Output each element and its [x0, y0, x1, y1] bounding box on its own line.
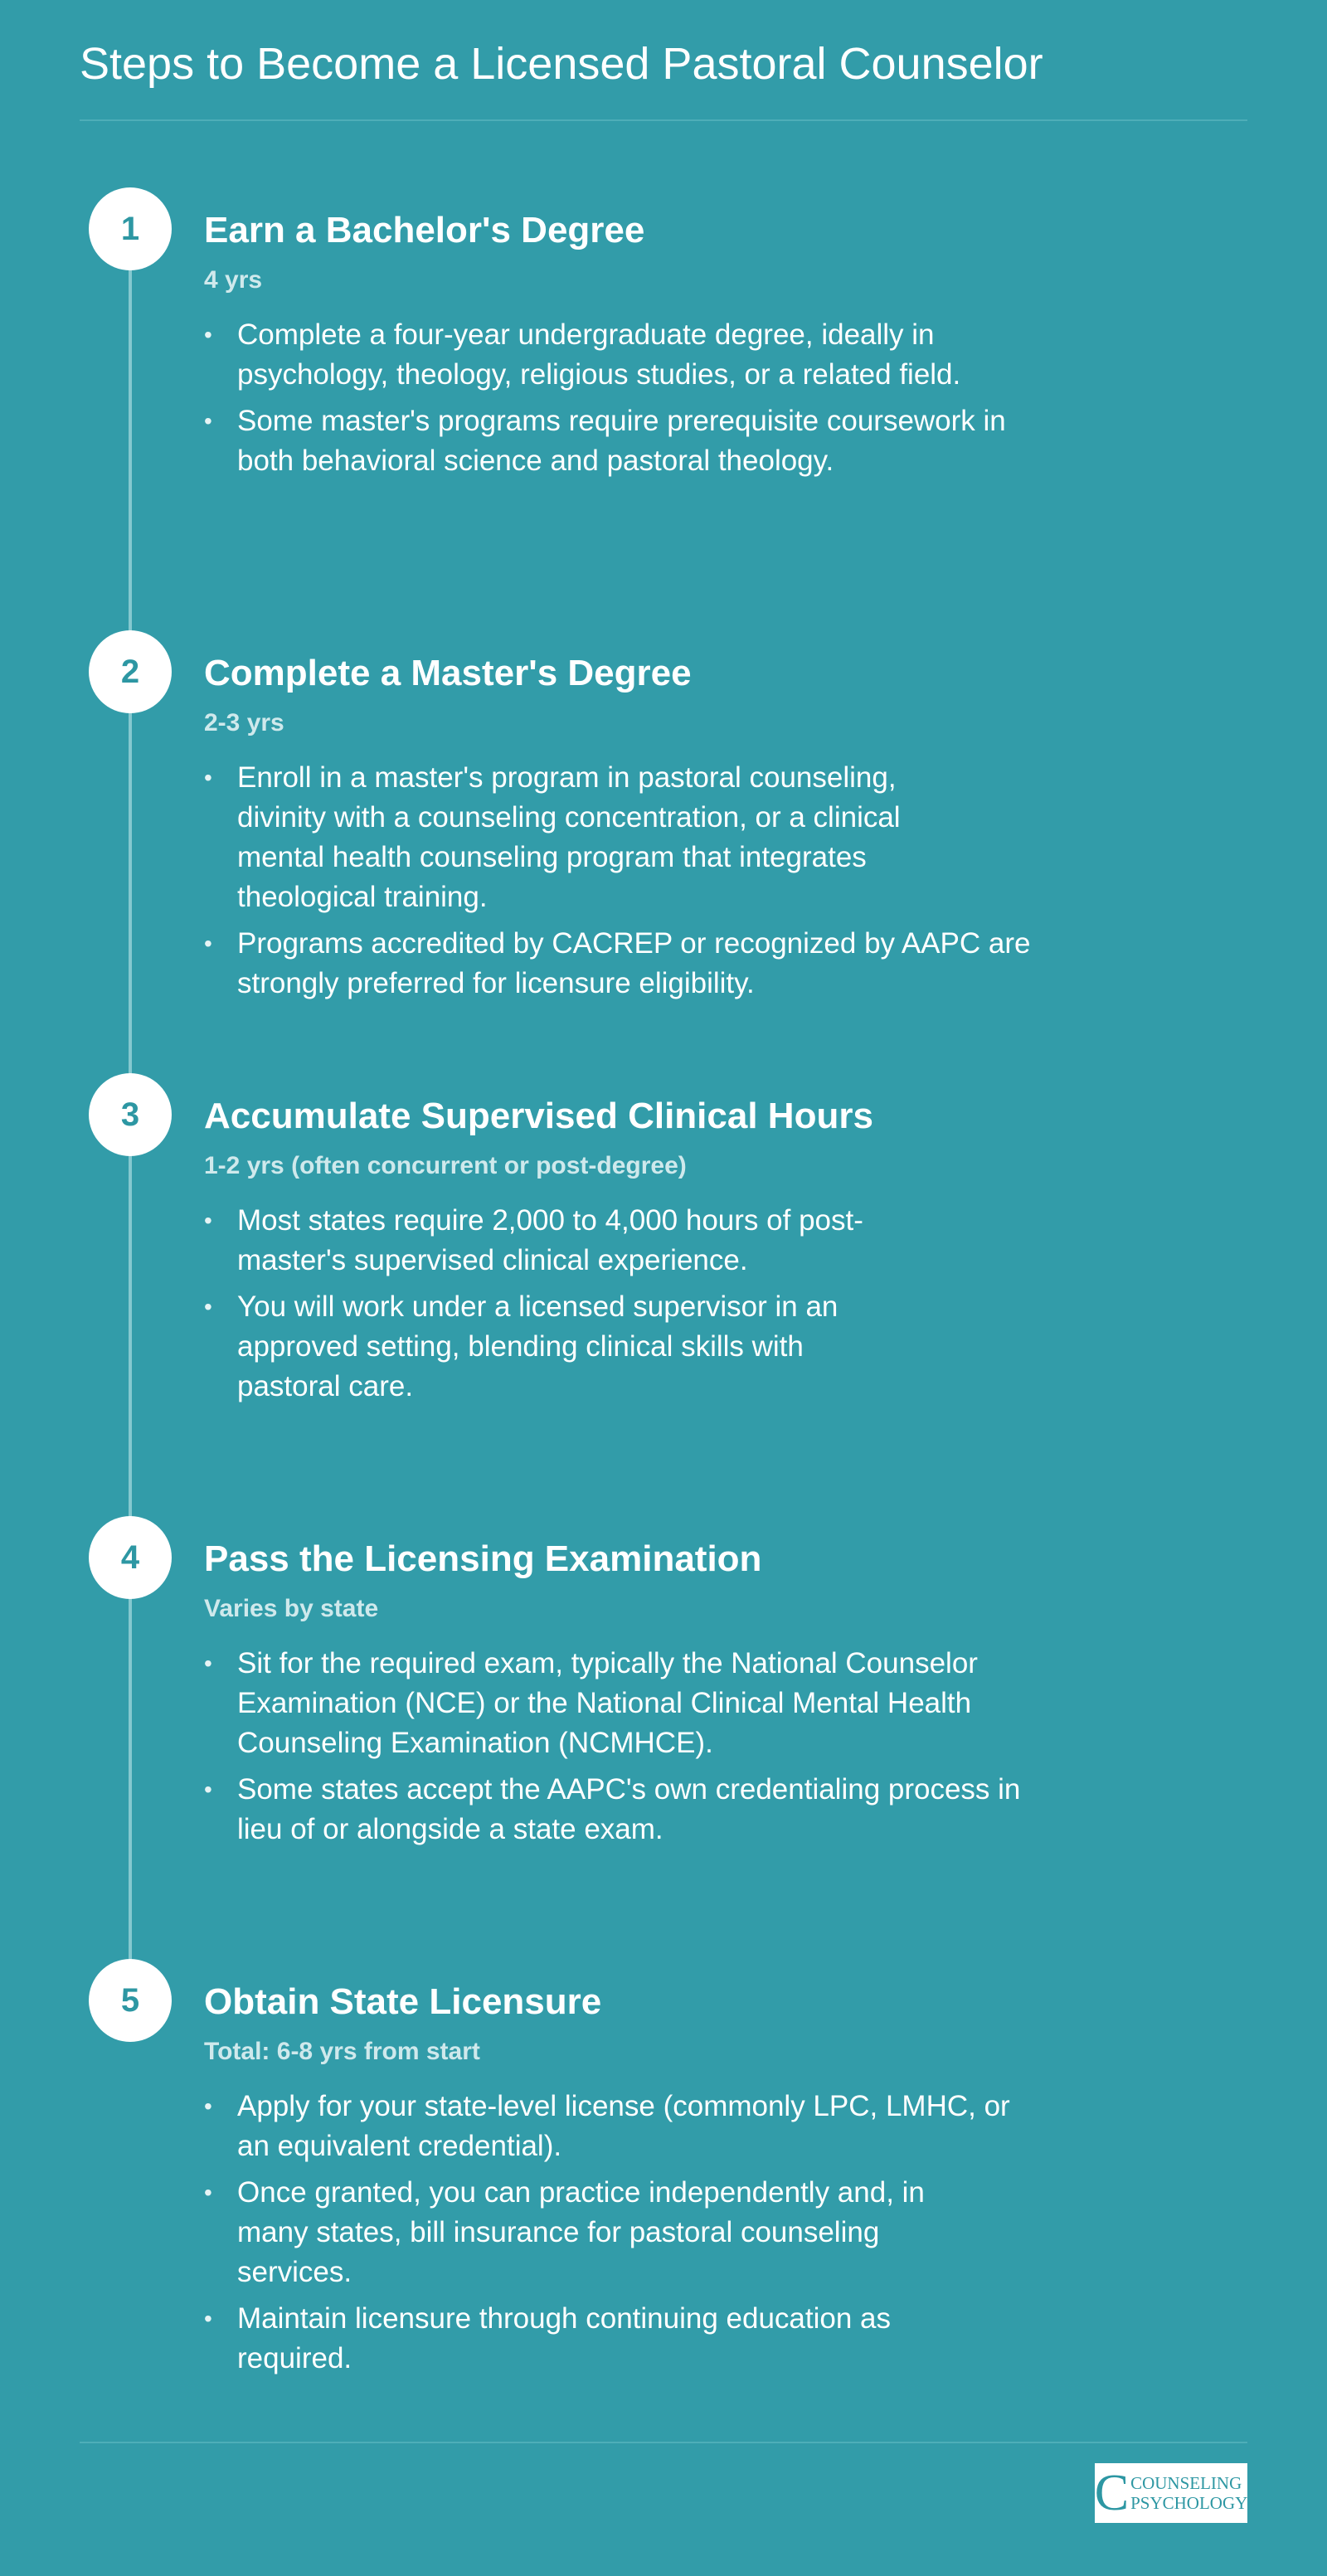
logo-c-icon: C [1094, 2465, 1130, 2521]
bullet-item: • Complete a four-year undergraduate degree, ideally in psychology, theology, religious studies, or a related field. [204, 315, 1025, 395]
bullet-item: • Some states accept the AAPC's own credentialing process in lieu of or alongside a state exam. [204, 1770, 1067, 1849]
step-title: Earn a Bachelor's Degree [204, 210, 645, 250]
step-bullets [204, 1644, 1067, 1856]
step-number-badge: 1 [89, 187, 172, 270]
page-title: Steps to Become a Licensed Pastoral Counselor [80, 39, 1043, 89]
counseling-psychology-logo [1095, 2463, 1247, 2523]
step-duration: 1-2 yrs (often concurrent or post-degree) [204, 1152, 687, 1179]
step-bullets [204, 2087, 1025, 2385]
step-duration: Total: 6-8 yrs from start [204, 2038, 480, 2065]
logo-line-2: PSYCHOLOGY [1130, 2493, 1248, 2513]
step-duration: 2-3 yrs [204, 709, 284, 736]
step-bullets [204, 315, 1025, 488]
logo-line-1: COUNSELING [1130, 2473, 1242, 2493]
bullet-item: • Programs accredited by CACREP or recognized by AAPC are strongly preferred for licensure eligibility. [204, 924, 1116, 1004]
bullet-item: • Apply for your state-level license (commonly LPC, LMHC, or an equivalent credential). [204, 2087, 1025, 2166]
step-title: Pass the Licensing Examination [204, 1538, 762, 1579]
logo-wordmark [1130, 2473, 1247, 2513]
step-title: Accumulate Supervised Clinical Hours [204, 1096, 873, 1136]
bullet-item: • Most states require 2,000 to 4,000 hours of post-master's supervised clinical experience. [204, 1201, 909, 1281]
step-duration: Varies by state [204, 1595, 379, 1622]
step-number-badge: 5 [89, 1959, 172, 2042]
footer-divider [80, 2442, 1247, 2443]
step-number-badge: 3 [89, 1073, 172, 1156]
step-title: Obtain State Licensure [204, 1981, 602, 2022]
step-duration: 4 yrs [204, 266, 263, 294]
step-bullets [204, 758, 1116, 1010]
bullet-item: • Maintain licensure through continuing education as required. [204, 2299, 984, 2379]
step-title: Complete a Master's Degree [204, 653, 692, 693]
header-divider [80, 119, 1247, 121]
bullet-item: • Some master's programs require prerequisite coursework in both behavioral science and pastoral theology. [204, 401, 1025, 481]
step-number-badge: 4 [89, 1516, 172, 1599]
bullet-item: • Once granted, you can practice independently and, in many states, bill insurance for pastoral counseling services. [204, 2173, 984, 2292]
step-number-badge: 2 [89, 630, 172, 713]
bullet-item: • Sit for the required exam, typically the National Counselor Examination (NCE) or the National Clinical Mental Health Counseling Examination (NCMHCE). [204, 1644, 1009, 1763]
bullet-item: • Enroll in a master's program in pastoral counseling, divinity with a counseling concentration, or a clinical mental health counseling program that integrates theological training. [204, 758, 984, 917]
bullet-item: • You will work under a licensed supervisor in an approved setting, blending clinical skills with pastoral care. [204, 1287, 909, 1407]
step-bullets [204, 1201, 909, 1413]
